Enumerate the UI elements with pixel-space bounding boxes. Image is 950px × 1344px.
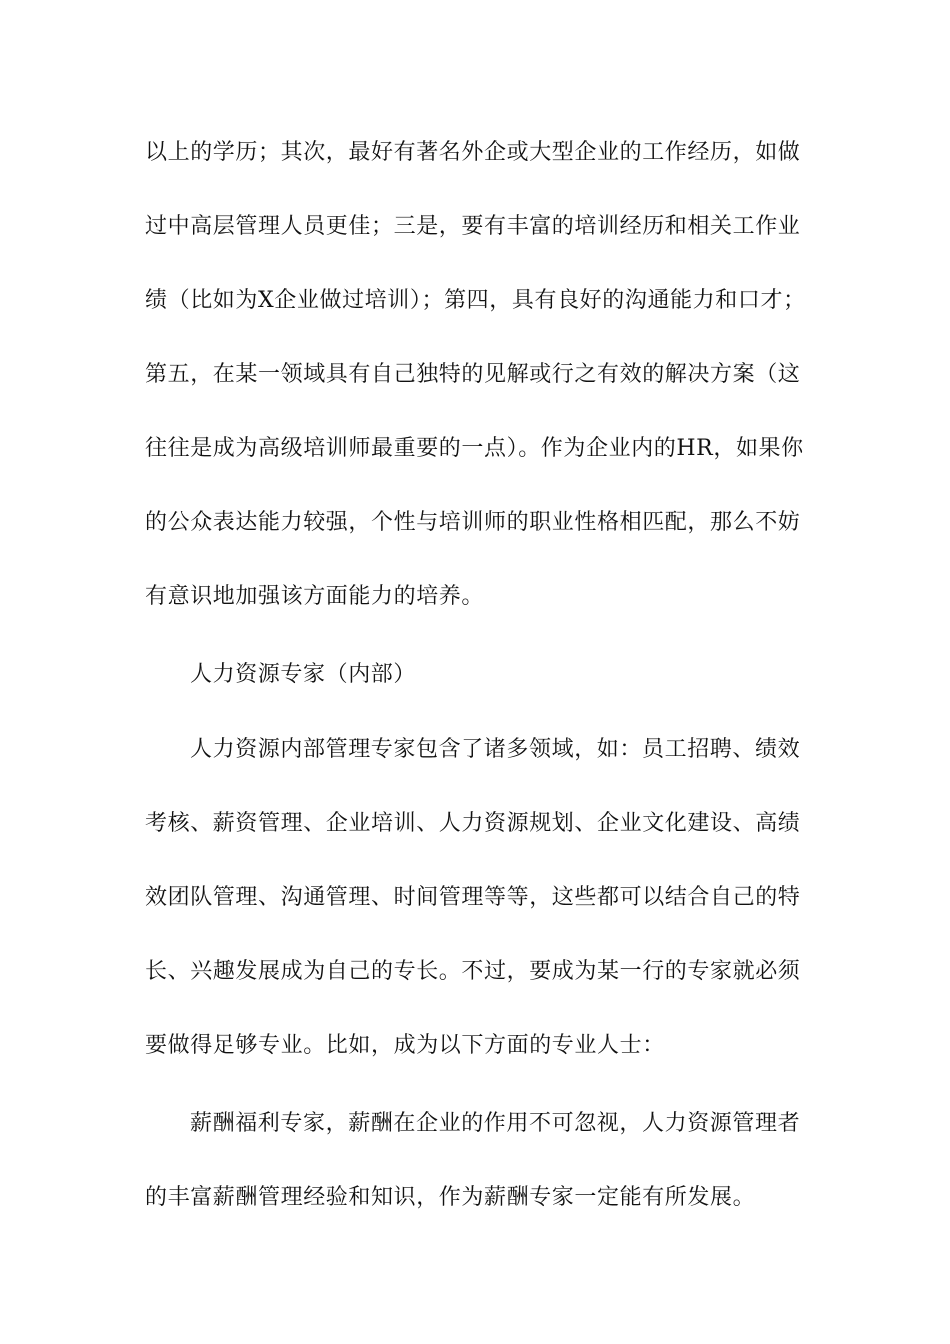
paragraph-line: 第五，在某一领域具有自己独特的见解或行之有效的解决方案（这 (145, 362, 801, 387)
paragraph-line: 要做得足够专业。比如，成为以下方面的专业人士： (145, 1033, 665, 1058)
paragraph-line: 的公众表达能力较强，个性与培训师的职业性格相匹配，那么不妨 (145, 510, 801, 535)
paragraph-line: 以上的学历；其次，最好有著名外企或大型企业的工作经历，如做 (145, 140, 801, 165)
paragraph-line: 的丰富薪酬管理经验和知识，作为薪酬专家一定能有所发展。 (145, 1185, 756, 1210)
paragraph-line: 效团队管理、沟通管理、时间管理等等，这些都可以结合自己的特 (145, 885, 801, 910)
section-heading: 人力资源专家（内部） (190, 662, 417, 687)
paragraph-line: 考核、薪资管理、企业培训、人力资源规划、企业文化建设、高绩 (145, 811, 801, 836)
paragraph-line: 长、兴趣发展成为自己的专长。不过，要成为某一行的专家就必须 (145, 959, 801, 984)
paragraph-line: 绩（比如为X企业做过培训）；第四，具有良好的沟通能力和口才； (145, 288, 806, 313)
paragraph-line: 薪酬福利专家，薪酬在企业的作用不可忽视，人力资源管理者 (190, 1111, 801, 1136)
paragraph-line: 往往是成为高级培训师最重要的一点）。作为企业内的HR，如果你 (145, 436, 804, 461)
paragraph-line: 有意识地加强该方面能力的培养。 (145, 584, 485, 609)
paragraph-line: 人力资源内部管理专家包含了诸多领域，如：员工招聘、绩效 (190, 737, 801, 762)
paragraph-line: 过中高层管理人员更佳；三是，要有丰富的培训经历和相关工作业 (145, 214, 801, 239)
